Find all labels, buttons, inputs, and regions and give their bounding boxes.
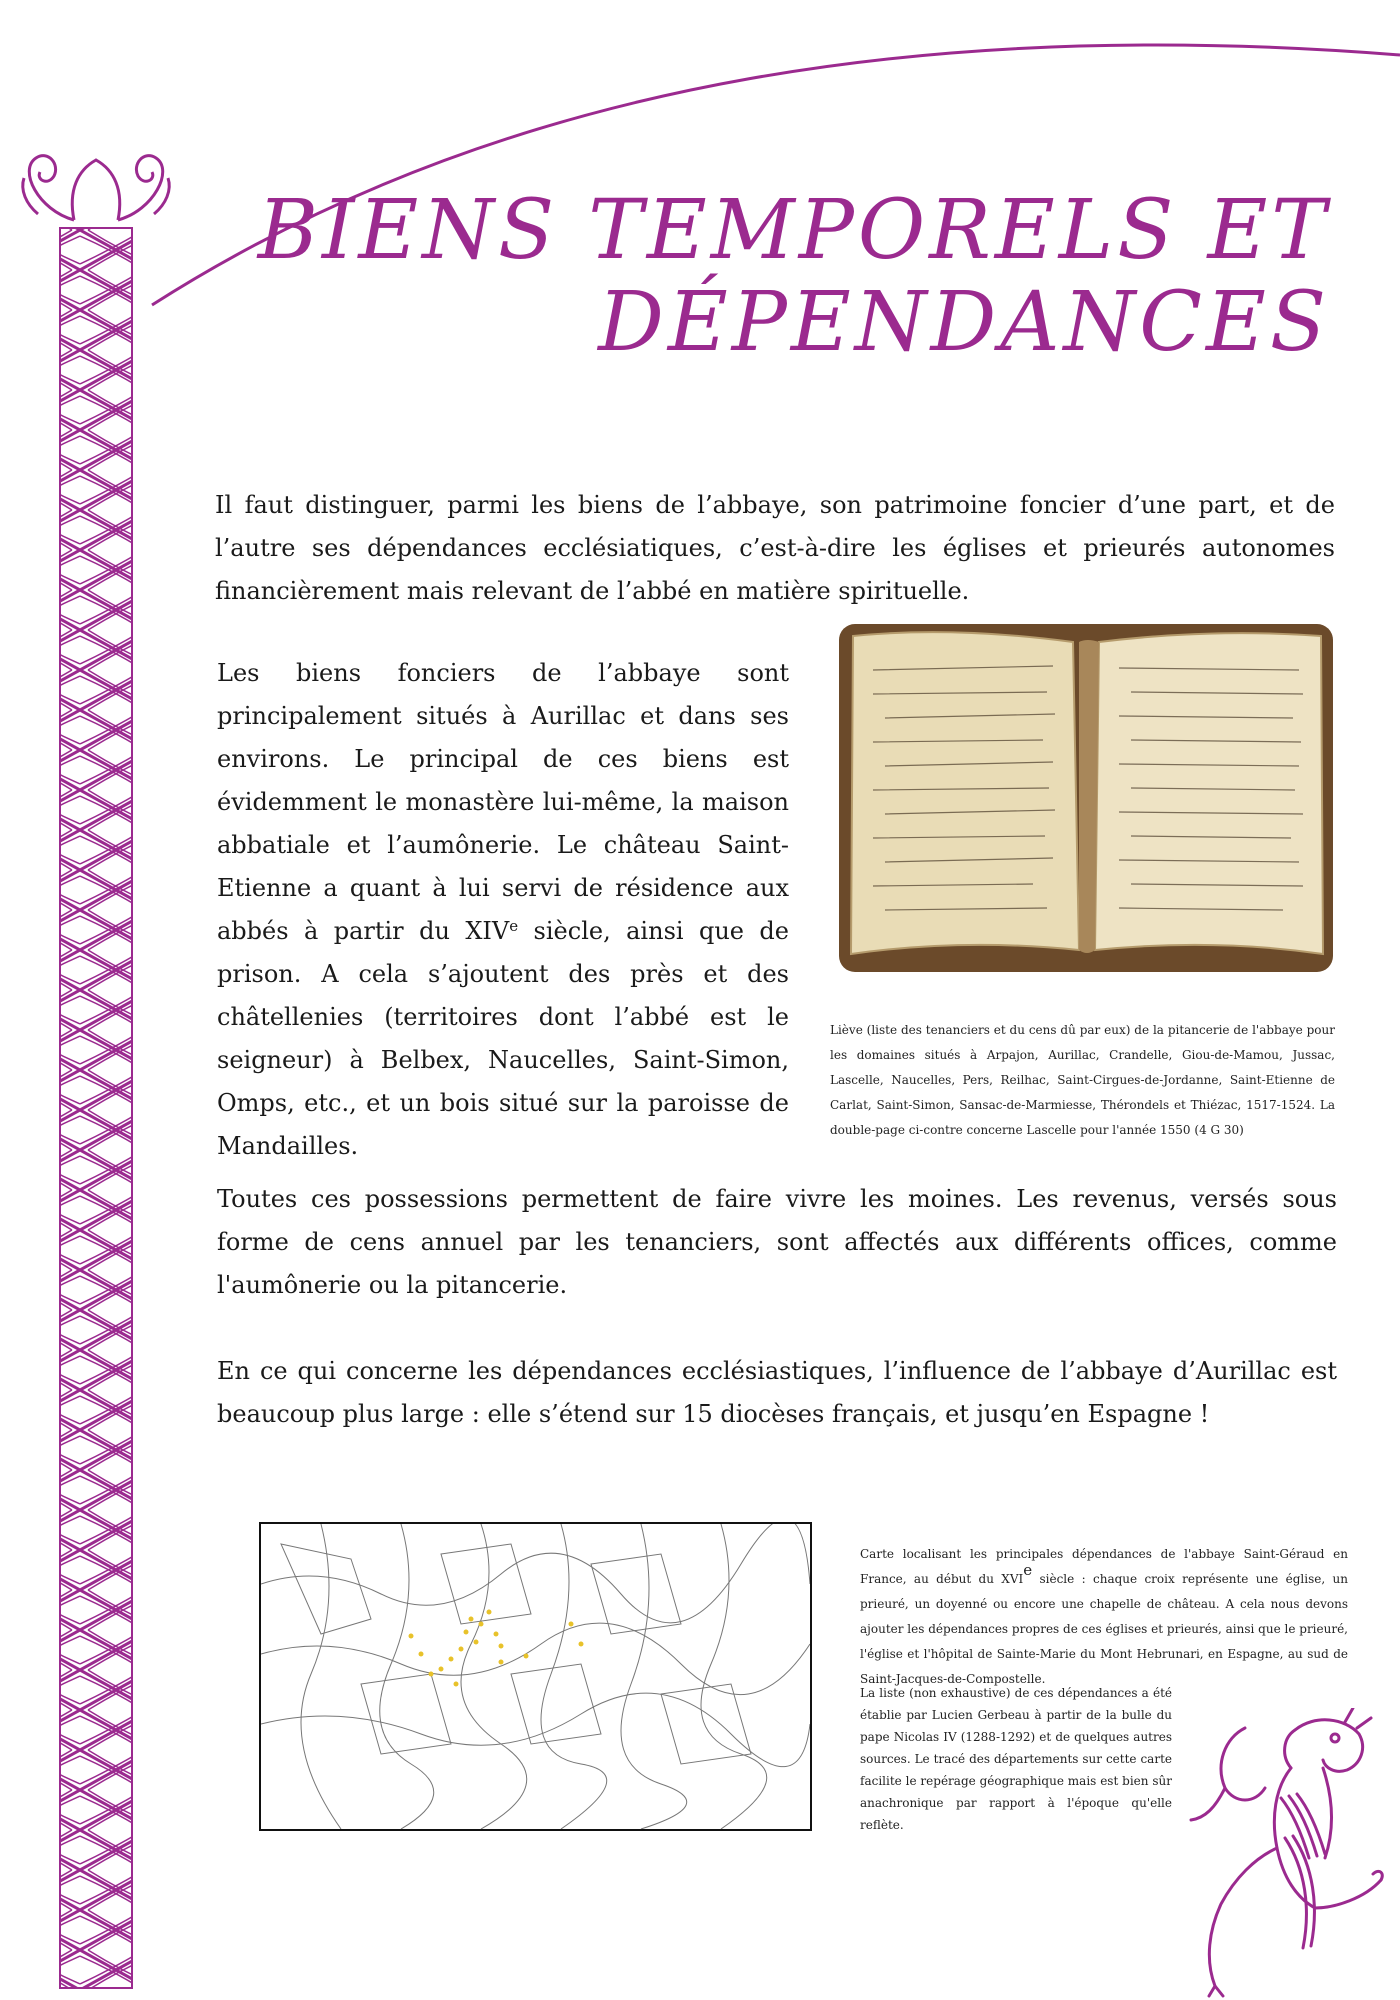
medieval-creature-icon — [1185, 1708, 1390, 1998]
map-caption-text-1: Carte localisant les principales dépendances de l'abbaye Saint-Géraud en France, au début du XVI — [860, 1547, 1348, 1586]
map-caption — [860, 1542, 1348, 1692]
dependances-paragraph: En ce qui concerne les dépendances ecclésiastiques, l’influence de l’abbaye d’Aurillac est beaucoup plus large : elle s’étend sur 15 diocèses français, et jusqu’en Espagne ! — [217, 1357, 1337, 1428]
possessions-paragraph: Toutes ces possessions permettent de faire vivre les moines. Les revenus, versés sous forme de cens annuel par les tenanciers, sont affectés aux différents offices, comme l'aumônerie ou la pitancerie. — [217, 1185, 1337, 1299]
map-source-note: La liste (non exhaustive) de ces dépendances a été établie par Lucien Gerbeau à partir de la bulle du pape Nicolas IV (1288-1292) et de quelques autres sources. Le tracé des départements sur cette carte facilite le repérage géographique mais est bien sûr anachronique par rapport à l'époque qu'elle reflète. — [860, 1686, 1172, 1832]
manuscript-book-icon — [833, 620, 1339, 976]
departments-map-icon — [259, 1522, 812, 1831]
biens-fonciers-paragraph — [217, 652, 789, 1168]
biens-paragraph-superscript: e — [509, 917, 519, 935]
biens-paragraph-text-1: Les biens fonciers de l’abbaye sont principalement situés à Aurillac et dans ses environs. Le principal de ces biens est évidemment le monastère lui-même, la maison abbatiale et l’aumônerie. Le château Saint-Etienne a quant à lui servi de résidence aux abbés à partir du XIV — [217, 659, 789, 945]
map-caption-superscript: e — [1023, 1561, 1033, 1579]
map-caption-text-2: siècle : chaque croix représente une église, un prieuré, un doyenné ou encore une chapelle de château. A cela nous devons ajouter les dépendances propres de ces églises et prieurés, ainsi que le prieuré, l'église et l'hôpital de Sainte-Marie du Mont Hebrunari, en Espagne, au sud de Saint-Jacques-de-Compostelle. — [860, 1572, 1348, 1686]
page-title-line-2: DÉPENDANCES — [598, 275, 1330, 370]
book-caption: Liève (liste des tenanciers et du cens dû par eux) de la pitancerie de l'abbaye pour les domaines situés à Arpajon, Aurillac, Crandelle, Giou-de-Mamou, Jussac, Lascelle, Naucelles, Pers, Reilhac, Saint-Cirgues-de-Jordanne, Saint-Etienne de Carlat, Saint-Simon, Sansac-de-Marmiesse, Thérondels et Thiézac, 1517-1524. La double-page ci-contre concerne Lascelle pour l'année 1550 (4 G 30) — [830, 1023, 1335, 1137]
page-title-line-1: BIENS TEMPORELS ET — [257, 183, 1330, 278]
biens-paragraph-text-2: siècle, ainsi que de prison. A cela s’ajoutent des près et des châtellenies (territoires dont l’abbé est le seigneur) à Belbex, Naucelles, Saint-Simon, Omps, etc., et un bois situé sur la paroisse de Mandailles. — [217, 917, 789, 1160]
celtic-braid-border-icon — [8, 150, 208, 2000]
intro-paragraph: Il faut distinguer, parmi les biens de l’abbaye, son patrimoine foncier d’une part, et de l’autre ses dépendances ecclésiatiques, c’est-à-dire les églises et prieurés autonomes financièrement mais relevant de l’abbé en matière spirituelle. — [215, 491, 1335, 605]
